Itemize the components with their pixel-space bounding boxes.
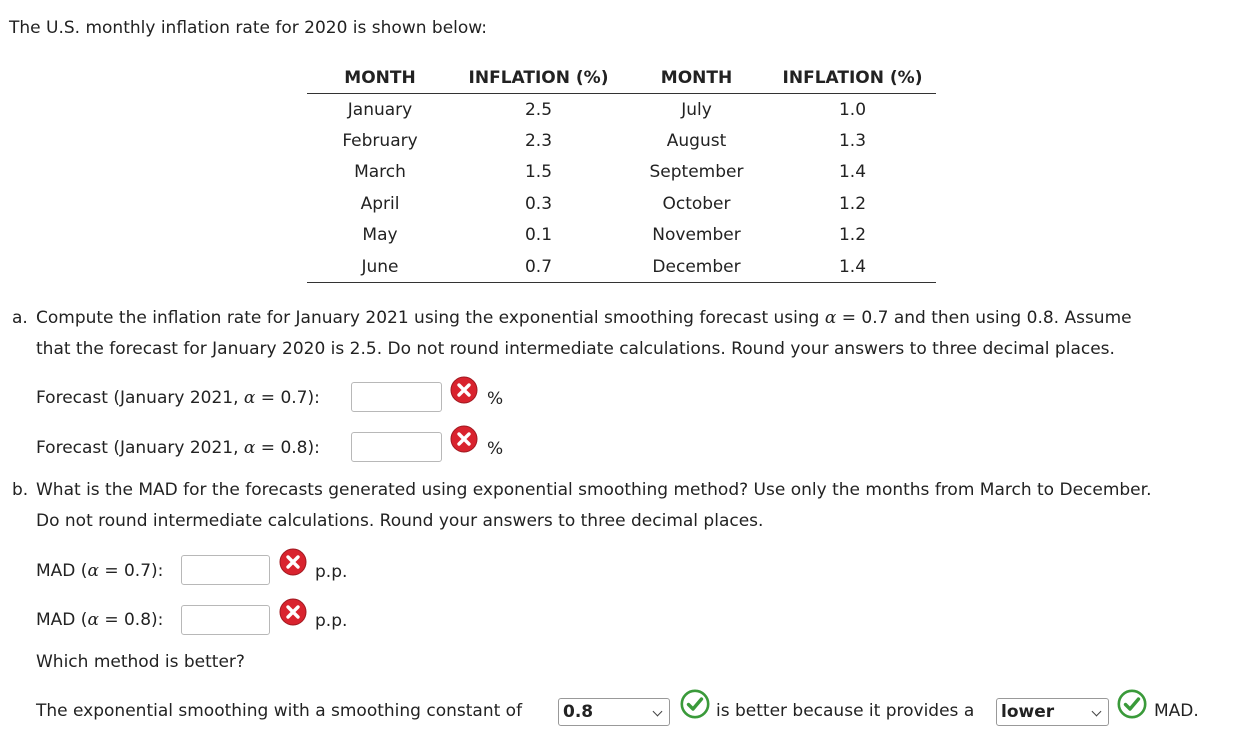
table-cell: May xyxy=(362,225,398,246)
table-cell: March xyxy=(354,162,406,183)
sentence-pre: The exponential smoothing with a smoothing constant of xyxy=(36,701,523,721)
table-row xyxy=(307,220,936,251)
table-cell: 1.0 xyxy=(838,99,867,120)
table-cell: June xyxy=(307,251,453,283)
table-cell: 0.3 xyxy=(524,193,553,214)
header-inflation-2: INFLATION (%) xyxy=(769,62,936,94)
part-b-label: b. xyxy=(12,480,29,500)
table-cell: 0.1 xyxy=(524,225,553,246)
mad-08-label: MAD (α = 0.8): xyxy=(36,610,164,630)
unit-percent: % xyxy=(487,389,504,409)
unit-percent: % xyxy=(487,439,504,459)
table-header-row xyxy=(307,62,936,94)
table-cell: 1.3 xyxy=(838,131,867,152)
table-cell: 0.7 xyxy=(453,251,624,283)
x-circle-icon xyxy=(279,598,307,626)
forecast-07-input[interactable] xyxy=(351,382,442,412)
part-b-line2: Do not round intermediate calculations. Round your answers to three decimal places. xyxy=(36,511,764,531)
mad-comparison-select[interactable] xyxy=(996,698,1109,726)
check-circle-icon xyxy=(680,689,710,719)
table-cell: October xyxy=(662,193,731,214)
alpha-symbol: α xyxy=(824,308,837,328)
x-circle-icon xyxy=(450,376,478,404)
table-cell: April xyxy=(360,193,400,214)
table-cell: 2.5 xyxy=(524,99,553,120)
x-circle-icon xyxy=(279,548,307,576)
chevron-down-icon xyxy=(1092,707,1102,717)
smoothing-constant-select[interactable] xyxy=(558,698,670,726)
header-inflation-1: INFLATION (%) xyxy=(453,62,624,94)
unit-pp: p.p. xyxy=(315,611,348,631)
header-month-1: MONTH xyxy=(307,62,453,94)
table-cell: 2.3 xyxy=(524,131,553,152)
smoothing-constant-value: 0.8 xyxy=(563,702,594,722)
part-a-line2: that the forecast for January 2020 is 2.5. Do not round intermediate calculations. Round your answers to three decimal places. xyxy=(36,339,1115,359)
header-month-2: MONTH xyxy=(624,62,769,94)
x-circle-icon xyxy=(450,425,478,453)
inflation-table xyxy=(307,62,936,283)
part-a-line1: Compute the inflation rate for January 2021 using the exponential smoothing forecast using α = 0.7 and then using 0.8. Assume xyxy=(36,308,1132,328)
intro-text: The U.S. monthly inflation rate for 2020 is shown below: xyxy=(9,18,487,38)
check-circle-icon xyxy=(1117,689,1147,719)
mad-07-label: MAD (α = 0.7): xyxy=(36,561,164,581)
sentence-post: MAD. xyxy=(1154,701,1199,721)
table-row xyxy=(307,157,936,188)
chevron-down-icon xyxy=(653,707,663,717)
forecast-07-label: Forecast (January 2021, α = 0.7): xyxy=(36,388,320,408)
part-a-label: a. xyxy=(12,308,28,328)
table-row xyxy=(307,188,936,219)
table-row xyxy=(307,94,936,126)
mad-08-input[interactable] xyxy=(181,605,270,635)
table-row xyxy=(307,125,936,156)
table-cell: 1.4 xyxy=(769,251,936,283)
table-cell: September xyxy=(649,162,744,183)
part-b-line1: What is the MAD for the forecasts generated using exponential smoothing method? Use only the months from March to December. xyxy=(36,480,1152,500)
table-cell: January xyxy=(347,99,413,120)
table-cell: 1.4 xyxy=(838,162,867,183)
table-cell: February xyxy=(342,131,418,152)
table-cell: 1.2 xyxy=(838,193,867,214)
forecast-08-input[interactable] xyxy=(351,432,442,462)
forecast-08-label: Forecast (January 2021, α = 0.8): xyxy=(36,438,320,458)
table-cell: August xyxy=(666,131,727,152)
mad-07-input[interactable] xyxy=(181,555,270,585)
unit-pp: p.p. xyxy=(315,562,348,582)
which-method-question: Which method is better? xyxy=(36,652,245,672)
table-cell: July xyxy=(681,99,712,120)
table-cell: 1.2 xyxy=(838,225,867,246)
table-cell: 1.5 xyxy=(524,162,553,183)
table-row xyxy=(307,251,936,283)
sentence-mid: is better because it provides a xyxy=(716,701,975,721)
table-cell: December xyxy=(624,251,769,283)
table-cell: November xyxy=(652,225,741,246)
mad-comparison-value: lower xyxy=(1001,702,1055,722)
